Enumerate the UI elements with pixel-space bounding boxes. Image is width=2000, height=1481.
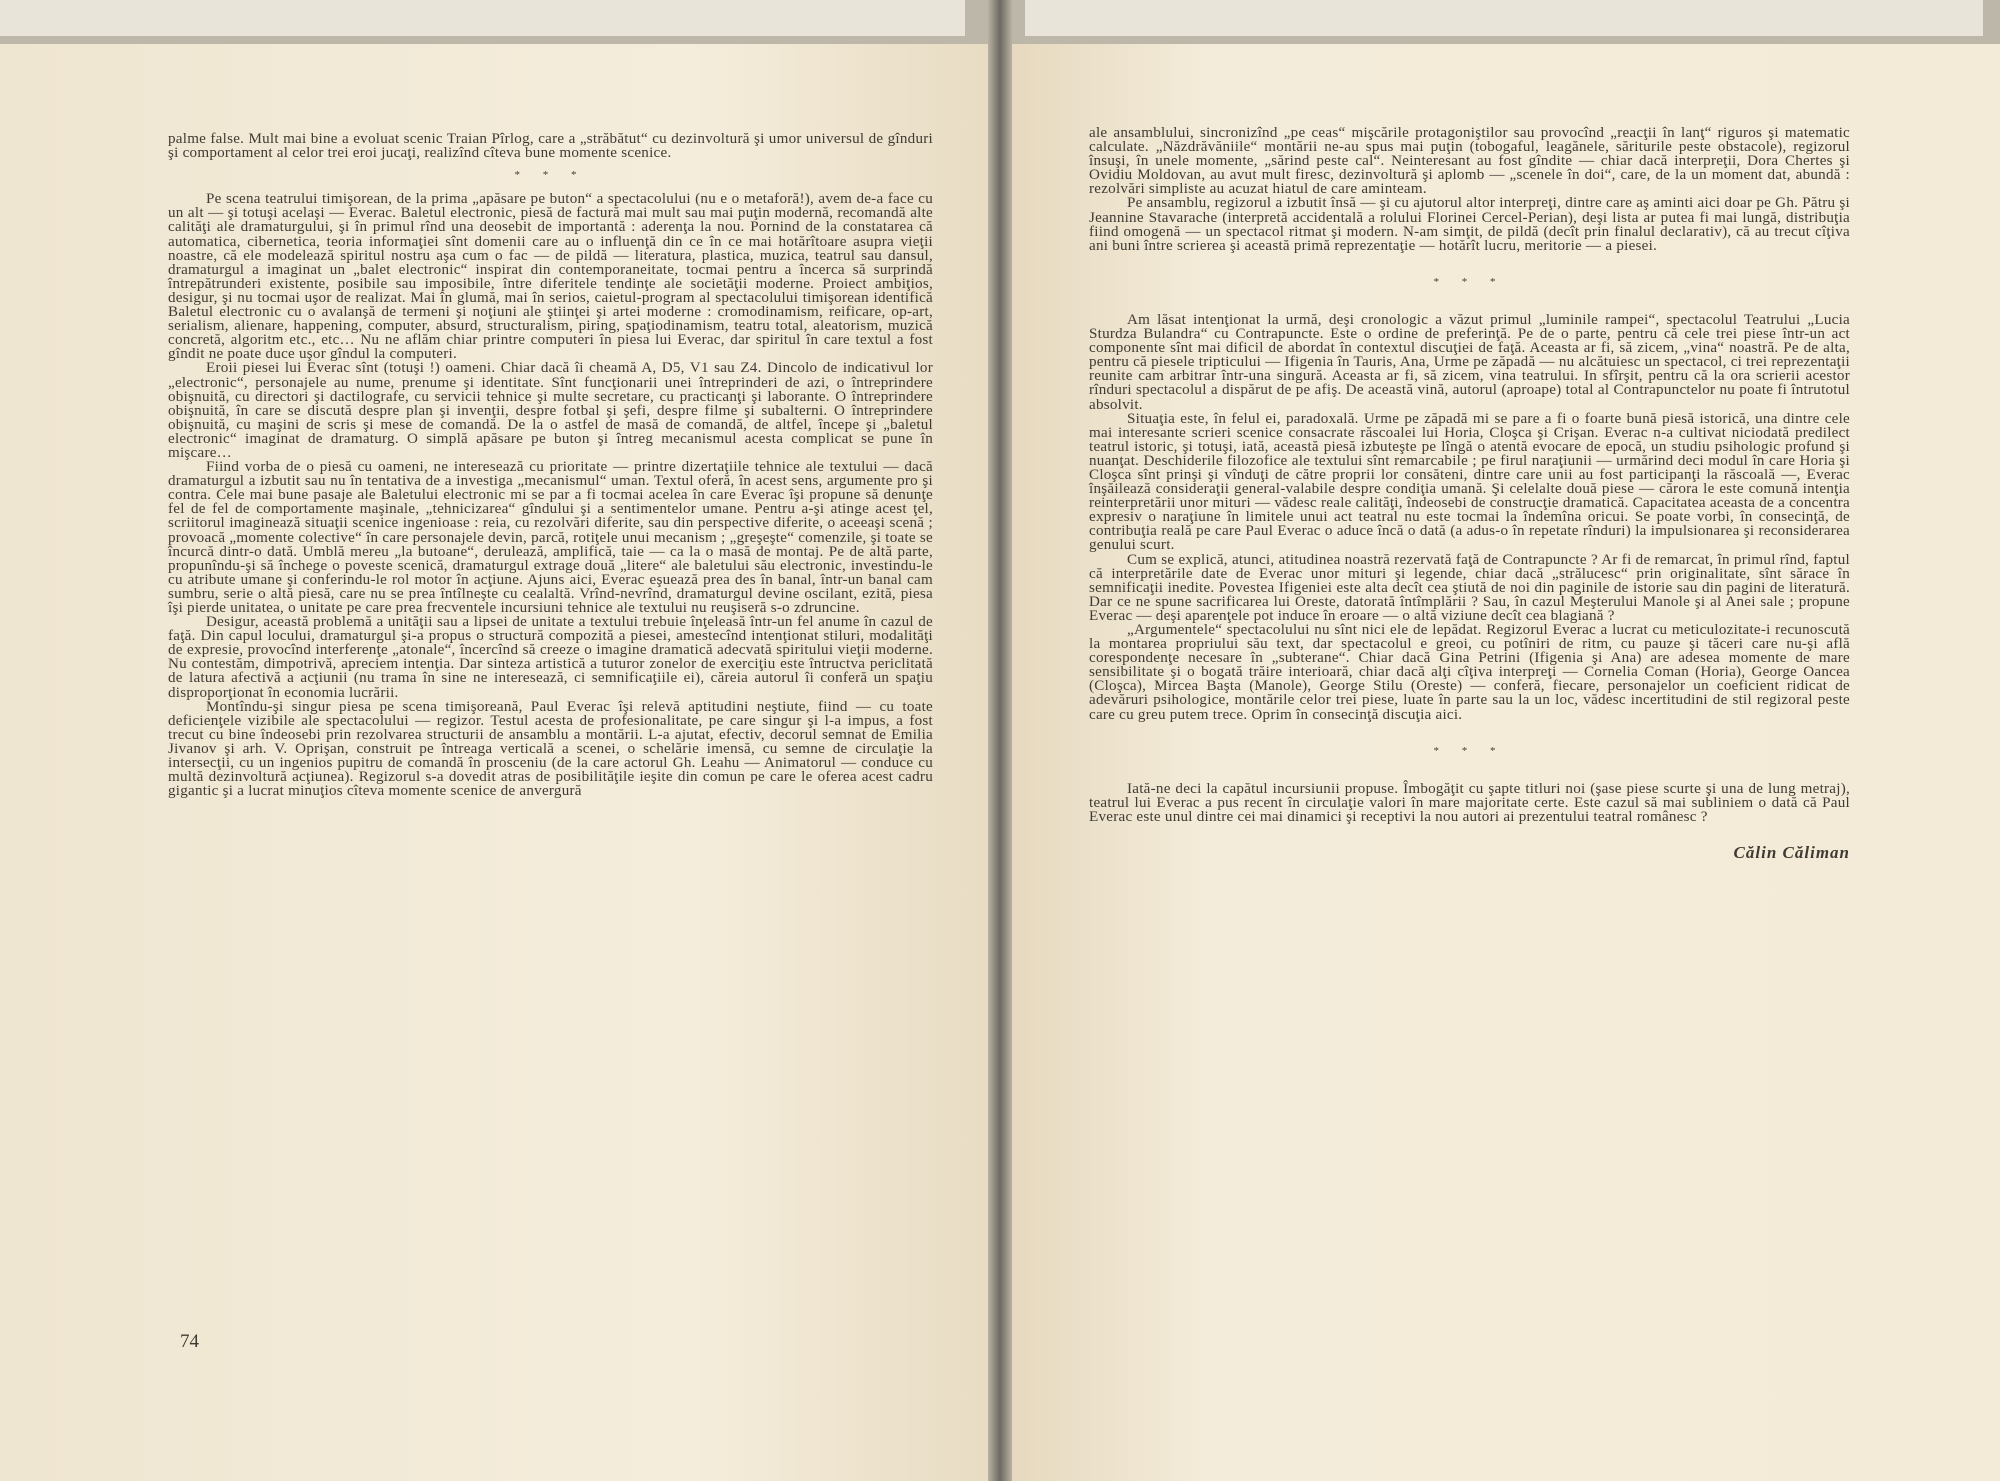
right-page — [1012, 44, 2000, 1481]
left-page-top-edge — [0, 0, 965, 36]
paragraph: Desigur, această problemă a unităţii sau a lipsei de unitate a textului trebuie înţeleasă într-un fel anume în cazul de faţă. Din capul locului, dramaturgul şi-a propus o structură compozită a piesei, amestecînd intenţionat stiluri, modalităţi de expresie, provocînd interferenţe „atonale“, încercînd să creeze o imagine dramatică adecvată spiritului vieţii moderne. Nu contestăm, dimpotrivă, apreciem intenţia. Dar sinteza artistică a tuturor zonelor de exerciţiu este întructva periclitată de latura afectivă a acţiunii (nu trama în sine ne interesează, ci semnificaţiile ei), căreia autorul îi conferă un spaţiu disproporţionat în economia lucrării. — [168, 614, 933, 701]
section-separator: * * * — [514, 169, 587, 182]
author-signature: Călin Căliman — [1733, 843, 1850, 863]
paragraph: Iată-ne deci la capătul incursiunii propuse. Îmbogăţit cu şapte titluri noi (şase piese scurte şi una de lung metraj), teatrul lui Everac a pus recent în circulaţie valori în mare majoritate certe. Este cazul să mai subliniem o dată că Paul Everac este unul dintre cei mai dinamici şi receptivi la nou autori ai prezentului teatral românesc ? — [1089, 780, 1850, 825]
paragraph: Am lăsat intenţionat la urmă, deşi cronologic a văzut primul „luminile rampei“, spectacolul Teatrului „Lucia Sturdza Bulandra“ cu Contrapuncte. Este o ordine de preferinţă. Pe de o parte, pentru că cele trei piese într-un act componente sînt mai dificil de abordat în contextul discuţiei de faţă. Aceasta ar fi, să zicem, „vina“ noastră. Pe de alta, pentru că piesele tripticului — Ifigenia în Tauris, Ana, Urme pe zăpadă — nu alcătuiesc un spectacol, ci trei reprezentaţii reunite cam arbitrar într-una singură. Aceasta ar fi, să zicem, vina teatrului. In sfîrşit, pentru că la ora scrierii acestor rînduri spectacolul a dispărut de pe afiş. De această vină, autorul (aproape) total al Contrapunctelor nu poate fi întrutotul absolvit. — [1089, 311, 1850, 413]
paragraph: Situaţia este, în felul ei, paradoxală. Urme pe zăpadă mi se pare a fi o foarte bună piesă istorică, una dintre cele mai interesante scrieri scenice consacrate răscoalei lui Horia, Cloşca şi Crişan. Everac n-a cultivat niciodată predilect teatrul istoric, şi totuşi, iată, această piesă izbuteşte pe lîngă o atentă evocare de epocă, un studiu psihologic profund şi nuanţat. Deschiderile filozofice ale textului sînt remarcabile ; pe firul naraţiunii — urmărind deci modul în care Horia şi Cloşca sînt prinşi şi vînduţi de către proprii lor consăteni, dintre care unii au fost participanţi la răscoală —, Everac înşăilează consideraţii general-valabile despre condiţia umană. Şi celelalte două piese — cărora le este comună intenţia reinterpretării unor mituri — vădesc reale calităţi, îndeosebi de construcţie dramatică. Capacitatea aceasta de a concentra expresiv o naraţiune în limitele unui act teatral nu este tocmai la îndemîna oricui. Se poate vorbi, în consecinţă, de contribuţia reală pe care Paul Everac o aduce încă o dată (a adus-o în repetate rînduri) la impulsionarea şi reconsiderarea genului scurt. — [1089, 410, 1850, 554]
left-page-text — [168, 132, 933, 798]
section-separator: * * * — [1433, 275, 1506, 288]
paragraph: Fiind vorba de o piesă cu oameni, ne interesează cu prioritate — printre dizertaţiile tehnice ale textului — dacă dramaturgul a izbutit sau nu în tentativa de a investiga „mecanismul“ uman. Textul oferă, în acest sens, argumente pro şi contra. Cele mai bune pasaje ale Baletului electronic mi se par a fi tocmai acelea în care Everac îşi propune să denunţe fel de fel de comportamente maşinale, „tehnicizarea“ gîndului şi a sentimentelor umane. Pentru a-şi atinge acest ţel, scriitorul imaginează situaţii scenice ingenioase : reia, cu rezolvări diferite, sau din perspective diferite, o aceeaşi scenă ; provoacă „momente colective“ în care personajele devin, parcă, rotiţele unui mecanism ; „greşeşte“ comenzile, şi toate se încurcă dintr-o dată. Umblă mereu „la butoane“, derulează, amplifică, taie — ca la o masă de montaj. Pe de altă parte, propunîndu-şi să închege o poveste scenică, dramaturgul extrage două „litere“ ale baletului său electronic, investindu-le cu atribute umane şi conferindu-le rol motor în acţiune. Ajuns aici, Everac eşuează prea des în banal, într-un banal cam sumbru, serie o altă piesă, care nu se prea întîlneşte cu cealaltă. Vrînd-nevrînd, dramaturgul devine oscilant, ezită, piesa îşi pierde unitatea, o unitate pe care prea frecventele incursiuni tehnice ale textului nu reuşiseră s-o zdruncine. — [168, 459, 933, 616]
right-page-top-edge — [1025, 0, 1983, 36]
paragraph: ale ansamblului, sincronizînd „pe ceas“ mişcările protagoniştilor sau provocînd „reacţii în lanţ“ riguros şi matematic calculate. „Năzdrăvăniile“ montării ne-au spus mai puţin (tobogaful, leagănele, săriturile peste obstacole), regizorul însuşi, în unele momente, „sărind peste cal“. Neinteresant au fost gîndite — chiar dacă interpreţii, Dora Chertes şi Ovidiu Moldovan, au avut mult firesc, dezinvoltură şi aplomb — „scenele în doi“, care, de la un moment dat, abundă : rezolvări simpliste au acuzat hiatul de care aminteam. — [1089, 125, 1850, 198]
paragraph: Eroii piesei lui Everac sînt (totuşi !) oameni. Chiar dacă îi cheamă A, D5, V1 sau Z4. Dincolo de indicativul lor „electronic“, personajele au nume, prenume şi identitate. Sînt funcţionarii unei întreprinderi de azi, o întreprindere obişnuită, cu directori şi dactilografe, cu servicii tehnice şi multe secretare, cu practicanţi şi laborante. O întreprindere obişnuită, în care se discută despre plan şi invenţii, despre fotbal şi şefi, despre filme şi subalterni. O întreprindere obişnuită, cu maşini de scris şi mese de comandă. De la o astfel de masă de comandă, de altfel, începe şi „baletul electronic“ imaginat de dramaturg. O simplă apăsare pe buton şi întreg mecanismul acesta complicat se pune în mişcare… — [168, 360, 933, 461]
paragraph: Pe scena teatrului timişorean, de la prima „apăsare pe buton“ a spectacolului (nu e o metaforă!), avem de-a face cu un alt — şi totuşi acelaşi — Everac. Baletul electronic, piesă de factură mai mult sau mai puţin modernă, recomandă alte calităţi ale dramaturgului, şi în primul rînd una deosebit de importantă : aderenţa la nou. Pornind de la constatarea că automatica, cibernetica, teoria informaţiei sînt domenii care au o influenţă din ce în ce mai hotărîtoare asupra vieţii noastre, că ele modelează spiritul nostru aşa cum o fac — de pildă — literatura, plastica, muzica, teatrul sau dansul, dramaturgul a imaginat un „balet electronic“ inspirat din contemporaneitate, tocmai pentru a încerca să surprindă întrepătrunderi existente, posibile sau imposibile, între diferitele tendinţe ale societăţii moderne. Proiect ambiţios, desigur, şi nu tocmai uşor de realizat. Mai în glumă, mai în serios, caietul-program al spectacolului timişorean identifică Baletul electronic cu o avalanşă de termeni şi noţiuni ale ştiinţei şi artei moderne : cromodinamism, reificare, op-art, serialism, alienare, happening, computer, absurd, structuralism, piring, spaţiodinamism, teatru total, aleatorism, muzică concretă, algoritm etc., etc… Nu ne aflăm chiar printre computeri în piesa lui Everac, dar spiritul în care textul a fost gîndit ne poate duce uşor gîndul la computeri. — [168, 191, 933, 363]
paragraph: Pe ansamblu, regizorul a izbutit însă — şi cu ajutorul altor interpreţi, dintre care aş aminti aici doar pe Gh. Pătru şi Jeannine Stavarache (interpretă accidentală a rolului Florinei Cercel-Perian), deşi lista ar putea fi mai lungă, distribuţia fiind omogenă — un spectacol ritmat şi modern. N-am simţit, de pildă (decît prin finalul declarativ), că au trecut cîţiva ani buni între scrierea şi această primă reprezentaţie — hotărît lucru, meritorie — a piesei. — [1089, 195, 1850, 254]
paragraph: Cum se explică, atunci, atitudinea noastră rezervată faţă de Contrapuncte ? Ar fi de remarcat, în primul rînd, faptul că interpretările date de Everac unor mituri şi legende, chiar dacă „strălucesc“ prin originalitate, sînt sărace în semnificaţii inedite. Povestea Ifigeniei este alta decît cea ştiută de noi din paginile de istorie sau din pagini de literatură. Dar ce ne spune sacrificarea lui Oreste, datorată întîmplării ? Sau, în cazul Meşterului Manole şi al Anei sale ; propune Everac — deşi aparenţele pot induce în eroare — o altă viziune decît cea blagiană ? — [1089, 551, 1850, 624]
page-number: 74 — [180, 1331, 199, 1352]
book-gutter — [988, 0, 1012, 1481]
left-page — [0, 44, 988, 1481]
paragraph: „Argumentele“ spectacolului nu sînt nici ele de lepădat. Regizorul Everac a lucrat cu meticulozitate-i recunoscută la montarea propriului său text, dar spectacolul e greoi, cu potîniri de ritm, cu pauze şi tăceri care nu-şi află corespondenţe necesare în „subterane“. Chiar dacă Gina Petrini (Ifigenia şi Ana) are adesea momente de mare sensibilitate şi o bogată trăire interioară, chiar dacă alţi cîţiva interpreţi — Cornelia Coman (Horia), George Oancea (Cloşca), Mircea Başta (Manole), George Stilu (Oreste) — conferă, fiecare, personajelor un coeficient ridicat de adevăruri psihologice, montările celor trei piese, luate în parte sau la un loc, vădesc incertitudini de stil regizoral peste care cu greu putem trece. Oprim în consecinţă discuţia aici. — [1089, 622, 1850, 723]
paragraph: Montîndu-şi singur piesa pe scena timişoreană, Paul Everac îşi relevă aptitudini neştiute, fiind — cu toate deficienţele vizibile ale spectacolului — regizor. Testul acesta de profesionalitate, pe care singur şi l-a impus, a fost trecut cu bine îndeosebi prin rezolvarea structurii de ansamblu a montării. L-a ajutat, efectiv, decorul semnat de Emilia Jivanov şi arh. V. Oprişan, construit pe întreaga verticală a scenei, o schelărie imensă, cu semne de circulaţie la intersecţii, cu un ingenios pupitru de comandă în prosceniu (de la care actorul Gh. Leahu — Animatorul — conduce cu multă dezinvoltură acţiunea). Regizorul s-a dovedit atras de posibilităţile ieşite din comun pe care le oferea acest cadru gigantic şi a lucrat minuţios cîteva momente scenice de anvergură — [168, 698, 933, 800]
section-separator: * * * — [1433, 744, 1506, 757]
right-page-text — [1089, 125, 1850, 863]
paragraph: palme false. Mult mai bine a evoluat scenic Traian Pîrlog, care a „străbătut“ cu dezinvoltură şi umor universul de gînduri şi comportament al celor trei eroi jucaţi, realizînd cîteva bune momente scenice. — [168, 131, 933, 162]
